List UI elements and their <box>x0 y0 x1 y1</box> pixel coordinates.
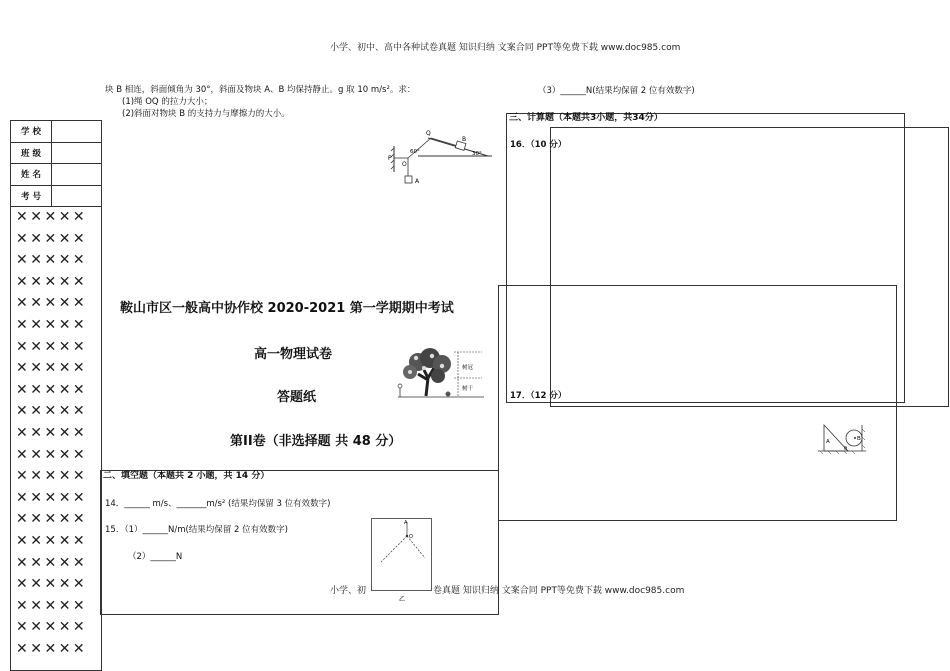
apple-tree-figure <box>396 348 486 400</box>
header-note: 小学、初中、高中各种试卷真题 知识归纳 文案合同 PPT等免费下载 www.doc985.com <box>330 43 681 53</box>
class-label: 班 级 <box>11 142 52 164</box>
problem-line-3: (2)斜面对物块 B 的支持力与摩擦力的大小。 <box>122 109 290 119</box>
exam-subject: 高一物理试卷 <box>254 347 333 362</box>
exam-no-field[interactable] <box>52 185 102 207</box>
seal-line-column <box>10 207 102 671</box>
x-mark-row: ✕✕✕✕✕ <box>16 597 88 614</box>
x-mark-row: ✕✕✕✕✕ <box>16 252 88 269</box>
x-mark-row: ✕✕✕✕✕ <box>16 576 88 593</box>
calc-answer-box-17 <box>498 285 897 521</box>
question-14[interactable]: 14．______ m/s、_______m/s² (结果均保留 3 位有效数字) <box>105 499 331 509</box>
x-mark-row: ✕✕✕✕✕ <box>16 209 88 225</box>
label-q: Q <box>426 130 431 137</box>
ball-wedge-figure <box>818 421 868 455</box>
ball-label-b: B <box>857 436 861 442</box>
question-16: 16．（10 分） <box>510 140 567 150</box>
x-mark-row: ✕✕✕✕✕ <box>16 295 88 312</box>
exam-title: 鞍山市区一般高中协作校 2020-2021 第一学期期中考试 <box>120 301 454 316</box>
volume-label: 第II卷（非选择题 共 48 分） <box>230 434 402 449</box>
name-field[interactable] <box>52 164 102 186</box>
x-mark-row: ✕✕✕✕✕ <box>16 230 88 247</box>
label-o: O <box>402 161 407 168</box>
x-mark-row: ✕✕✕✕✕ <box>16 360 88 377</box>
tree-label-bottom: 树干 <box>462 386 474 392</box>
x-mark-row: ✕✕✕✕✕ <box>16 619 88 636</box>
x-mark-row: ✕✕✕✕✕ <box>16 532 88 549</box>
answer-sheet-label: 答题纸 <box>277 390 317 405</box>
student-info-table <box>10 120 102 207</box>
incline-figure <box>388 128 494 186</box>
problem-line-1: 块 B 相连，斜面倾角为 30°，斜面及物块 A、B 均保持静止。g 取 10 m/s²。求： <box>105 85 416 95</box>
calc-heading: 三、计算题（本题共3小题，共34分） <box>509 113 663 123</box>
figure-label-yi: 乙 <box>399 596 406 603</box>
x-mark-row: ✕✕✕✕✕ <box>16 489 88 506</box>
class-field[interactable] <box>52 142 102 164</box>
x-mark-row: ✕✕✕✕✕ <box>16 468 88 485</box>
x-mark-row: ✕✕✕✕✕ <box>16 640 88 657</box>
footer-note-left: 小学、初 <box>330 586 367 596</box>
label-a: A <box>415 178 420 185</box>
label-b: B <box>462 136 467 143</box>
problem-line-2: (1)绳 OQ 的拉力大小； <box>122 97 213 107</box>
angle-theta: θ <box>844 446 848 452</box>
angle-60: 60° <box>410 149 420 155</box>
label-p: P <box>388 155 392 162</box>
x-mark-row: ✕✕✕✕✕ <box>16 424 88 441</box>
footer-note-right: 卷真题 知识归纳 文案合同 PPT等免费下载 www.doc985.com <box>433 586 685 596</box>
x-mark-row: ✕✕✕✕✕ <box>16 316 88 333</box>
x-mark-row: ✕✕✕✕✕ <box>16 446 88 463</box>
tree-label-top: 树冠 <box>462 365 474 371</box>
question-15-part-1[interactable]: 15．（1）______N/m(结果均保留 2 位有效数字) <box>105 525 288 535</box>
question-15-part-2[interactable]: （2）______N <box>128 552 183 562</box>
school-field[interactable] <box>52 121 102 143</box>
name-label: 姓 名 <box>11 164 52 186</box>
spring-label-a: A <box>404 520 408 526</box>
wedge-label-a: A <box>826 439 830 445</box>
school-label: 学 校 <box>11 121 52 143</box>
x-mark-row: ✕✕✕✕✕ <box>16 338 88 355</box>
exam-no-label: 考 号 <box>11 185 52 207</box>
spring-figure <box>371 518 432 604</box>
x-mark-row: ✕✕✕✕✕ <box>16 511 88 528</box>
fill-in-heading: 二、填空题（本题共 2 小题，共 14 分） <box>103 471 270 481</box>
question-15-part-3[interactable]: （3）______N(结果均保留 2 位有效数字) <box>538 86 695 96</box>
x-mark-row: ✕✕✕✕✕ <box>16 403 88 420</box>
x-mark-row: ✕✕✕✕✕ <box>16 381 88 398</box>
question-17: 17．（12 分） <box>510 391 567 401</box>
x-mark-row: ✕✕✕✕✕ <box>16 273 88 290</box>
angle-30: 30° <box>472 151 482 157</box>
x-mark-row: ✕✕✕✕✕ <box>16 554 88 571</box>
spring-label-o: O <box>409 534 413 540</box>
